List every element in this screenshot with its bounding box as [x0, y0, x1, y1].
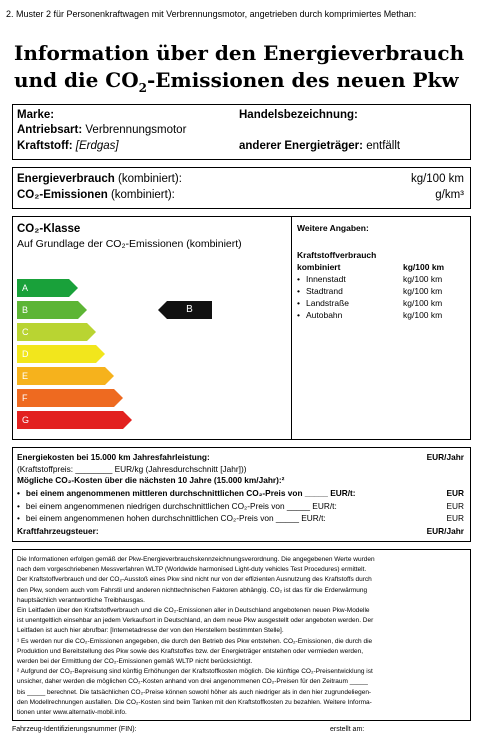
co2-class-letter: C: [17, 323, 87, 341]
co2-class-bar-c: [17, 323, 96, 341]
co2-cost-text: • bei einem angenommenen niedrigen durchschnittlichen CO₂-Preis von _____ EUR/t:: [17, 501, 337, 511]
energieverbrauch-label: Energieverbrauch: [17, 173, 115, 185]
anderer-energietraeger-value: entfällt: [366, 140, 401, 152]
footnote-line: bis _____ berechnet. Die tatsächlichen CO₂-Preise können sowohl höher als auch niedriger als in den hier zugrundeliegen-: [17, 688, 372, 696]
footnote-line: unsicher, daher werden die möglichen CO₂-Kosten anhand von drei angenommenen CO₂-Preisen für den Zeitraum _____: [17, 678, 368, 686]
footnote-line: hauptsächlich verantwortliche Treibhausgas.: [17, 596, 145, 604]
co2-cost-row: [17, 488, 466, 501]
co2-class-letter: F: [17, 389, 114, 407]
co2-class-arrow: [96, 345, 105, 363]
kraftstoffpreis-text: (Kraftstoffpreis: ________ EUR/kg (Jahresdurchschnitt [Jahr])): [17, 464, 247, 474]
co2-class-letter: A: [17, 279, 69, 297]
energieverbrauch-unit: kg/100 km: [410, 173, 464, 185]
co2-class-arrow: [123, 411, 132, 429]
weitere-item-unit: kg/100 km: [403, 298, 443, 308]
co2-class-bar-g: [17, 411, 132, 429]
column-divider: [291, 217, 292, 439]
co2-cost-rows: [17, 488, 466, 526]
co2-cost-unit: EUR: [446, 488, 464, 498]
weitere-item: [297, 274, 467, 286]
title-line1: Information über den Energieverbrauch: [14, 41, 465, 65]
label-title: [14, 40, 464, 102]
selected-class-letter: B: [167, 301, 212, 319]
energiekosten-unit: EUR/Jahr: [426, 452, 464, 462]
footnote-line: werden bei der Ermittlung der CO₂-Emissionen gemäß WLTP nicht berücksichtigt.: [17, 658, 253, 665]
weitere-item-unit: kg/100 km: [403, 286, 443, 296]
co2-class-bar-f: [17, 389, 123, 407]
footnote-line: Ein Leitfaden über den Kraftstoffverbrauch und die CO₂-Emissionen aller in Deutschland angebotenen neuen Pkw-Modelle: [17, 607, 370, 614]
kombiniert-label: kombiniert: [297, 262, 341, 272]
weitere-item-label: • Stadtrand: [297, 286, 343, 296]
energiekosten-label: Energiekosten bei 15.000 km Jahresfahrleistung:: [17, 452, 210, 462]
co2-emission-label: CO₂-Emissionen: [17, 189, 108, 201]
co2-emission-suffix: (kombiniert):: [110, 189, 175, 201]
footnote-line: Produktion und Bereitstellung des Pkw sowie des Kraftstoffes bzw. der Energieträger entstehen oder vermieden werden,: [17, 647, 364, 655]
co2-cost-unit: EUR: [446, 500, 464, 511]
footnotes-box: [12, 549, 471, 721]
kraftstoffverbrauch-label: Kraftstoffverbrauch: [297, 250, 377, 260]
co2-cost-text: • bei einem angenommenen mittleren durchschnittlichen CO₂-Preis von _____ EUR/t:: [17, 488, 356, 498]
footnote-line: den Pkw, sondern auch vom Fahrstil und anderen nichttechnischen Faktoren abhängig. CO₂ ist das für die Erderwärmung: [17, 586, 368, 594]
co2-class-subtitle: Auf Grundlage der CO₂-Emissionen (kombiniert): [17, 238, 242, 250]
footnote-line: ¹ Es werden nur die CO₂-Emissionen angegeben, die durch den Betrieb des Pkw entstehen. CO₂-Emissionen, die durch die: [17, 637, 373, 645]
footnote-line: Die Informationen erfolgen gemäß der Pkw-Energieverbrauchskennzeichnungsverordnung. Die angegebenen Werte wurden: [17, 556, 375, 563]
co2-class-arrow: [78, 301, 87, 319]
co2-class-arrow: [87, 323, 96, 341]
handelsbezeichnung-label: Handelsbezeichnung:: [239, 109, 358, 121]
weitere-item: [297, 310, 467, 322]
energy-box: [12, 167, 471, 209]
co2-class-bar-a: [17, 279, 78, 297]
co2-class-box: [12, 216, 471, 440]
co2-class-letter: E: [17, 367, 105, 385]
kraftstoff-value: [Erdgas]: [75, 140, 119, 152]
erstellt-am-label: erstellt am:: [330, 726, 365, 733]
weitere-title: Weitere Angaben:: [297, 223, 369, 233]
co2-class-arrow: [105, 367, 114, 385]
weitere-item-label: • Autobahn: [297, 310, 342, 320]
energieverbrauch-suffix: (kombiniert):: [118, 173, 182, 185]
costs-box: [12, 447, 471, 542]
footnote-line: nach dem vorgeschriebenen Messverfahren WLTP (Worldwide harmonised Light-duty vehicles Test Procedures) ermittelt.: [17, 566, 367, 574]
co2-class-letter: B: [17, 301, 78, 319]
co2-class-bar-b: [17, 301, 87, 319]
co2-cost-row: [17, 501, 466, 514]
co2-class-arrow: [114, 389, 123, 407]
footnote-line: Leitfaden ist auch hier abrufbar: [Internetadresse der von den Herstellern bestimmten Stelle].: [17, 627, 284, 635]
weitere-item-label: • Landstraße: [297, 298, 349, 308]
co2-class-arrow: [69, 279, 78, 297]
weitere-item-unit: kg/100 km: [403, 310, 443, 320]
co2-class-letter: G: [17, 411, 123, 429]
page-heading: 2. Muster 2 für Personenkraftwagen mit Verbrennungsmotor, angetrieben durch komprimiertes Methan:: [6, 9, 417, 19]
co2-cost-unit: EUR: [446, 513, 464, 523]
antriebsart-label: Antriebsart:: [17, 124, 83, 136]
footnote-line: ² Aufgrund der CO₂-Bepreisung sind künftig Erhöhungen der Kraftstoffkosten möglich. Die künftige CO₂-Preisentwicklung ist: [17, 668, 373, 676]
footnote-line: Der Kraftstoffverbrauch und der CO₂-Ausstoß eines Pkw sind nicht nur von der effizienten Ausnutzung des Kraftstoffs durch: [17, 576, 372, 584]
co2-emission-unit: g/km³: [435, 189, 464, 201]
footnote-line: ist unentgeltlich einsehbar an jedem Verkaufsort in Deutschland, an dem neue Pkw ausgestellt oder angeboten werden. Der: [17, 617, 374, 625]
marke-label: Marke:: [17, 109, 55, 121]
weitere-item-unit: kg/100 km: [403, 274, 443, 284]
weitere-list: [297, 274, 467, 322]
weitere-item: [297, 298, 467, 310]
co2-class-bar-d: [17, 345, 105, 363]
weitere-item-label: • Innenstadt: [297, 274, 346, 284]
footnote-line: den Modellrechnungen ausfallen. Die CO₂-Kosten sind beim Tanken mit den Kraftstoffkosten zu bezahlen. Weitere Informa-: [17, 698, 372, 706]
kfz-steuer-unit: EUR/Jahr: [426, 526, 464, 536]
vehicle-info-box: [12, 104, 471, 160]
kombiniert-unit: kg/100 km: [403, 262, 445, 272]
co2-class-title: CO₂-Klasse: [17, 223, 81, 235]
co2-cost-row: [17, 513, 466, 526]
co2-class-letter: D: [17, 345, 96, 363]
title-line2: und die $CO_2$-Emissionen des neuen Pkw: [14, 68, 459, 95]
fin-label: Fahrzeug-Identifizierungsnummer (FIN):: [12, 726, 137, 733]
co2-class-scale: [17, 279, 167, 439]
weitere-item: [297, 286, 467, 298]
kfz-steuer-label: Kraftfahrzeugsteuer:: [17, 526, 99, 536]
co2-class-bar-e: [17, 367, 114, 385]
anderer-energietraeger-label: anderer Energieträger:: [239, 140, 363, 152]
antriebsart-value: Verbrennungsmotor: [85, 124, 187, 136]
co2-kosten-label: Mögliche CO₂-Kosten über die nächsten 10 Jahre (15.000 km/Jahr):²: [17, 475, 285, 485]
kraftstoff-label: Kraftstoff:: [17, 140, 73, 152]
co2-cost-text: • bei einem angenommenen hohen durchschnittlichen CO₂-Preis von _____ EUR/t:: [17, 513, 326, 523]
footnote-line: tionen unter www.alternativ-mobil.info.: [17, 709, 127, 716]
